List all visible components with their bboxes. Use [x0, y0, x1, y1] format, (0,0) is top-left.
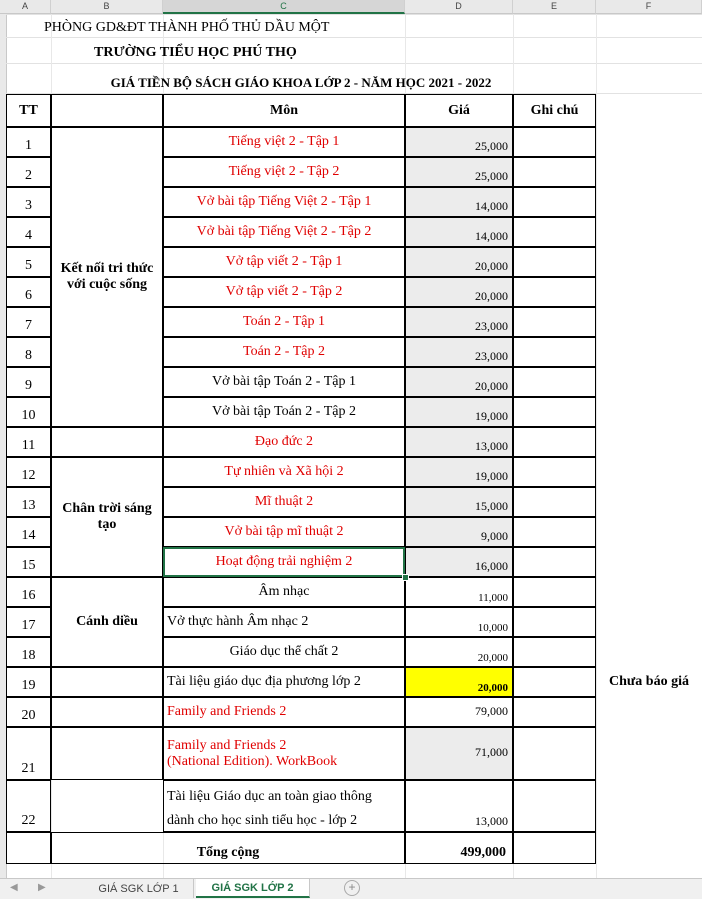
table-row-mon[interactable]: Vở bài tập Toán 2 - Tập 2	[163, 397, 405, 427]
table-row-ghichu[interactable]	[513, 667, 596, 697]
column-header-e[interactable]: E	[513, 0, 596, 14]
group-ket-noi[interactable]: Kết nối tri thức với cuộc sống	[51, 127, 163, 427]
table-row-tt[interactable]: 9	[6, 367, 51, 397]
table-row-mon[interactable]: Vở thực hành Âm nhạc 2	[163, 607, 405, 637]
table-row-tt[interactable]: 8	[6, 337, 51, 367]
table-row-gia[interactable]: 9,000	[405, 517, 513, 547]
table-row-ghichu[interactable]	[513, 397, 596, 427]
table-row-mon[interactable]: Vở tập viết 2 - Tập 1	[163, 247, 405, 277]
table-row-mon[interactable]: Giáo dục thể chất 2	[163, 637, 405, 667]
table-row-tt[interactable]: 20	[6, 697, 51, 727]
mon-line2: (National Edition). WorkBook	[167, 753, 338, 769]
tab-gia-sgk-lop-2[interactable]: GIÁ SGK LỚP 2	[196, 879, 310, 898]
table-row-ghichu[interactable]	[513, 127, 596, 157]
table-row-mon[interactable]	[163, 727, 405, 780]
group-empty[interactable]	[51, 727, 163, 780]
table-row-mon[interactable]	[163, 780, 405, 832]
table-row-tt[interactable]: 13	[6, 487, 51, 517]
table-row-gia[interactable]: 13,000	[405, 427, 513, 457]
page-title[interactable]: GIÁ TIỀN BỘ SÁCH GIÁO KHOA LỚP 2 - NĂM HỌC 2021 - 2022	[110, 75, 492, 90]
header-line1[interactable]: PHÒNG GD&ĐT THÀNH PHỐ THỦ DẦU MỘT	[44, 20, 330, 35]
mon-line1: Tài liệu Giáo dục an toàn giao thông	[167, 789, 372, 804]
group-chan-troi[interactable]: Chân trời sáng tạo	[51, 457, 163, 577]
table-row-mon[interactable]: Âm nhạc	[163, 577, 405, 607]
table-row-tt[interactable]: 17	[6, 607, 51, 637]
column-header-c[interactable]: C	[163, 0, 405, 14]
table-row-gia[interactable]: 19,000	[405, 397, 513, 427]
note-chua-bao-gia[interactable]: Chưa báo giá	[609, 674, 689, 689]
total-value[interactable]: 499,000	[405, 832, 513, 864]
total-row-tt[interactable]	[6, 832, 51, 864]
table-row-mon[interactable]: Vở bài tập Tiếng Việt 2 - Tập 1	[163, 187, 405, 217]
table-row-ghichu[interactable]	[513, 367, 596, 397]
table-row-gia[interactable]: 16,000	[405, 547, 513, 577]
table-row-mon[interactable]: Family and Friends 2	[163, 697, 405, 727]
table-row-ghichu[interactable]	[513, 457, 596, 487]
table-row-tt[interactable]: 5	[6, 247, 51, 277]
table-row-gia[interactable]: 71,000	[405, 727, 513, 780]
table-row-ghichu[interactable]	[513, 487, 596, 517]
column-header-f[interactable]: F	[596, 0, 702, 14]
table-row-tt[interactable]: 12	[6, 457, 51, 487]
table-row-tt[interactable]: 18	[6, 637, 51, 667]
table-row-tt[interactable]: 15	[6, 547, 51, 577]
table-row-gia[interactable]: 25,000	[405, 157, 513, 187]
table-row-gia[interactable]: 20,000	[405, 277, 513, 307]
tab-gia-sgk-lop-1[interactable]: GIÁ SGK LỚP 1	[84, 879, 194, 898]
table-row-gia[interactable]: 20,000	[405, 667, 513, 697]
table-row-gia[interactable]: 20,000	[405, 367, 513, 397]
table-row-ghichu[interactable]	[513, 247, 596, 277]
table-row-ghichu[interactable]	[513, 727, 596, 780]
table-row-tt[interactable]: 2	[6, 157, 51, 187]
table-row-mon[interactable]: Vở bài tập mĩ thuật 2	[163, 517, 405, 547]
table-row-ghichu[interactable]	[513, 277, 596, 307]
mon-line2: dành cho học sinh tiểu học - lớp 2	[167, 813, 358, 828]
scroll-left-icon[interactable]: ◀	[10, 882, 18, 893]
table-row-tt[interactable]: 10	[6, 397, 51, 427]
table-row-gia[interactable]: 23,000	[405, 307, 513, 337]
table-row-gia[interactable]: 11,000	[405, 577, 513, 607]
table-row-gia[interactable]: 79,000	[405, 697, 513, 727]
table-row-tt[interactable]: 4	[6, 217, 51, 247]
total-label[interactable]: Tổng cộng	[51, 832, 405, 864]
table-row-ghichu[interactable]	[513, 337, 596, 367]
table-row-mon[interactable]: Tiếng việt 2 - Tập 2	[163, 157, 405, 187]
table-row-gia[interactable]: 10,000	[405, 607, 513, 637]
table-row-tt[interactable]: 3	[6, 187, 51, 217]
table-row-ghichu[interactable]	[513, 637, 596, 667]
table-row-tt[interactable]: 6	[6, 277, 51, 307]
table-row-ghichu[interactable]	[513, 307, 596, 337]
table-row-ghichu[interactable]	[513, 607, 596, 637]
table-row-tt[interactable]: 22	[6, 780, 51, 832]
table-row-tt[interactable]: 14	[6, 517, 51, 547]
table-row-ghichu[interactable]	[513, 517, 596, 547]
table-row-gia[interactable]: 20,000	[405, 637, 513, 667]
table-row-ghichu[interactable]	[513, 780, 596, 832]
col-mon-header[interactable]: Môn	[163, 94, 405, 127]
gridline	[596, 14, 597, 878]
group-canh-dieu[interactable]: Cánh diều	[51, 577, 163, 667]
table-row-ghichu[interactable]	[513, 187, 596, 217]
gridline	[6, 14, 702, 15]
add-sheet-icon[interactable]: +	[344, 880, 360, 896]
group-empty[interactable]	[51, 667, 163, 697]
table-row-mon[interactable]: Vở bài tập Toán 2 - Tập 1	[163, 367, 405, 397]
table-row-gia[interactable]: 25,000	[405, 127, 513, 157]
total-row-ghichu[interactable]	[513, 832, 596, 864]
table-row-tt[interactable]: 1	[6, 127, 51, 157]
table-row-tt[interactable]: 19	[6, 667, 51, 697]
col-ghichu-header[interactable]: Ghi chú	[513, 94, 596, 127]
table-row-mon[interactable]: Tài liệu giáo dục địa phương lớp 2	[163, 667, 405, 697]
table-row-ghichu[interactable]	[513, 427, 596, 457]
table-row-mon[interactable]: Tự nhiên và Xã hội 2	[163, 457, 405, 487]
table-row-tt[interactable]: 7	[6, 307, 51, 337]
mon-line1: Family and Friends 2	[167, 737, 287, 753]
table-row-gia[interactable]: 14,000	[405, 187, 513, 217]
table-row-ghichu[interactable]	[513, 547, 596, 577]
group-empty[interactable]	[51, 427, 163, 457]
table-row-ghichu[interactable]	[513, 217, 596, 247]
table-row-mon[interactable]: Đạo đức 2	[163, 427, 405, 457]
table-row-gia[interactable]: 13,000	[405, 780, 513, 832]
table-row-gia[interactable]: 19,000	[405, 457, 513, 487]
table-row-mon[interactable]: Toán 2 - Tập 1	[163, 307, 405, 337]
table-row-mon[interactable]: Tiếng việt 2 - Tập 1	[163, 127, 405, 157]
column-header-b[interactable]: B	[51, 0, 163, 14]
group-empty[interactable]	[51, 697, 163, 727]
table-row-mon[interactable]: Vở bài tập Tiếng Việt 2 - Tập 2	[163, 217, 405, 247]
table-row-gia[interactable]: 23,000	[405, 337, 513, 367]
sheet-tab-bar	[0, 878, 702, 899]
column-header-a[interactable]: A	[0, 0, 51, 14]
table-row-mon[interactable]: Toán 2 - Tập 2	[163, 337, 405, 367]
header-school-name[interactable]: TRƯỜNG TIỂU HỌC PHÚ THỌ	[94, 45, 297, 60]
table-row-mon[interactable]: Vở tập viết 2 - Tập 2	[163, 277, 405, 307]
col-gia-header[interactable]: Giá	[405, 94, 513, 127]
col-tt-header[interactable]: TT	[6, 94, 51, 127]
table-row-ghichu[interactable]	[513, 697, 596, 727]
table-row-gia[interactable]: 14,000	[405, 217, 513, 247]
fill-handle[interactable]	[402, 574, 409, 581]
active-cell[interactable]: Hoạt động trải nghiệm 2	[163, 547, 405, 577]
table-row-ghichu[interactable]	[513, 577, 596, 607]
table-row-tt[interactable]: 21	[6, 727, 51, 780]
table-row-tt[interactable]: 16	[6, 577, 51, 607]
table-row-mon[interactable]: Mĩ thuật 2	[163, 487, 405, 517]
scroll-right-icon[interactable]: ▶	[38, 882, 46, 893]
col-group-header[interactable]	[51, 94, 163, 127]
column-header-d[interactable]: D	[405, 0, 513, 14]
table-row-ghichu[interactable]	[513, 157, 596, 187]
table-row-tt[interactable]: 11	[6, 427, 51, 457]
table-row-gia[interactable]: 20,000	[405, 247, 513, 277]
table-row-gia[interactable]: 15,000	[405, 487, 513, 517]
